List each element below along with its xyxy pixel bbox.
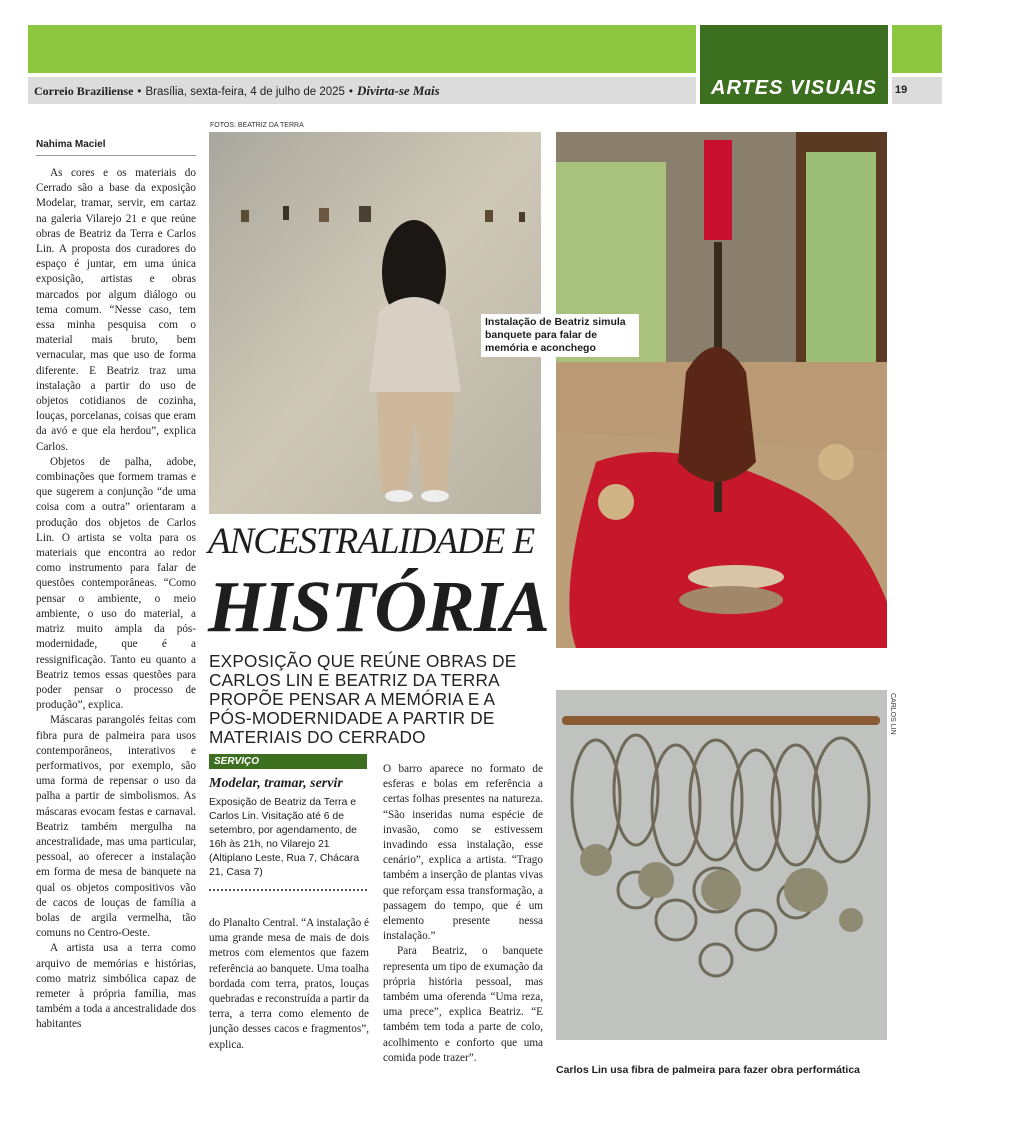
article-column-1 — [36, 166, 196, 1081]
article-subtitle: EXPOSIÇÃO QUE REÚNE OBRAS DE CARLOS LIN E BEATRIZ DA TERRA PROPÕE PENSAR A MEMÓRIA E A PÓS-MODERNIDADE A PARTIR DE MATERIAIS DO CERRADO — [209, 651, 517, 747]
author-byline: Nahima Maciel — [36, 139, 106, 150]
paragraph: A artista usa a terra como arquivo de memórias e histórias, como matriz simbólica capaz de remeter à própria família, mas também a toda a ancestralidade dos habitantes — [36, 942, 196, 1031]
photo-banquet-installation — [556, 132, 887, 648]
paragraph: O barro aparece no formato de esferas e bolas em referência a certas folhas presentes na natureza. “São inseridas numa espécie de invasão, como se estivessem invadindo essa instalação, esse cenário”, explica a artista. “Trago também a inserção de plantas vivas que reforçam essa transformação, a passagem do tempo, que é um elemento presente nessa instalação.” — [383, 763, 543, 943]
photo-credit-side: CARLOS LIN — [889, 693, 896, 735]
photo-caption-installation: Instalação de Beatriz simula banquete para falar de memória e aconchego — [481, 314, 639, 357]
paper-name: Correio Braziliense — [34, 84, 134, 98]
section-label: ARTES VISUAIS — [711, 77, 877, 99]
photo-carlos-lin-artwork — [556, 690, 887, 1040]
servico-label: SERVIÇO — [209, 754, 367, 769]
page-number: 19 — [895, 84, 908, 96]
byline-rule — [36, 155, 196, 156]
paragraph: Objetos de palha, adobe, combinações que formem tramas e que sugerem a conjunção “de uma coisa com a outra” orientaram a produção dos objetos de Carlos Lin. O artista se volta para os materiais que encontra ao redor como instrumento para falar de questões contemporâneas. “Como pensar o ambiente, o meio ambiente, o uso do material, a matriz muito ampla da pós-modernidade, que é a ressignificação. Tanto eu quanto a Beatriz temos essas questões para poder pensar o processo de produção”, explica. — [36, 455, 196, 712]
header-green-bar-right — [892, 25, 942, 73]
headline-line-2: HISTÓRIA — [208, 566, 549, 647]
header-green-bar — [28, 25, 696, 73]
headline-line-1: ANCESTRALIDADE E — [208, 521, 535, 562]
article-column-3 — [383, 762, 543, 1082]
servico-divider — [209, 889, 367, 891]
paragraph: do Planalto Central. “A instalação é uma grande mesa de mais de dois metros com elementos que fazem referência ao banquete. Uma toalha bordada com terra, pratos, louças quebradas e reconstruída a partir da terra, a terra como elemento de junção desses cacos e fragmentos”, explica. — [209, 917, 369, 1051]
servico-body: Exposição de Beatriz da Terra e Carlos Lin. Visitação até 6 de setembro, por agendamento, de 16h às 21h, no Vilarejo 21 (Altiplano Leste, Rua 7, Chácara 21, Casa 7) — [209, 797, 360, 878]
servico-title: Modelar, tramar, servir — [209, 776, 343, 791]
article-column-2 — [209, 916, 369, 1081]
paragraph: Máscaras parangolés feitas com fibra pura de palmeira para usos contemporâneos, interativos e performativos, por exemplo, são uma forma de repensar o uso da palha a partir de simbolismos. As máscaras evocam festas e carnaval. Beatriz também mergulha na ancestralidade, mas uma particular, pessoal, ao oferecer a instalação em forma de mesa de banquete na qual os objetos compositivos vão de cacos de louças de família a bolas de argila vermelha, tão comuns no Centro-Oeste. — [36, 714, 196, 940]
dateline: Correio Braziliense • Brasília, sexta-feira, 4 de julho de 2025 • Divirta-se Mais — [34, 83, 440, 98]
photo-banquet-image — [556, 132, 887, 648]
date-text: Brasília, sexta-feira, 4 de julho de 2025 — [145, 86, 345, 98]
edition-name: Divirta-se Mais — [356, 83, 440, 98]
photo-credit: FOTOS: BEATRIZ DA TERRA — [210, 122, 304, 129]
photo-palm-fiber-image — [556, 690, 887, 1040]
paragraph: As cores e os materiais do Cerrado são a base da exposição Modelar, tramar, servir, em cartaz na galeria Vilarejo 21 e que reúne obras de Beatriz da Terra e Carlos Lin. A proposta dos curadores do espaço é juntar, em uma única exposição, artistas e obras marcados por algum diálogo ou tema comum. “Nesse caso, tem essa minha pesquisa com o material mais bruto, bem vernacular, mas que uso de forma diferente. E Beatriz traz uma instalação a partir do uso de objetos cotidianos de cozinha, louças, porcelanas, coisas que eram da avó e que ela herdou”, explica Carlos. — [36, 167, 196, 453]
photo-caption-carlos: Carlos Lin usa fibra de palmeira para fazer obra performática — [556, 1064, 861, 1076]
paragraph: Para Beatriz, o banquete representa um tipo de exumação da própria história pessoal, mas também uma oferenda “Uma reza, uma prece”, explica Beatriz. “E também tem toda a parte de colo, acolhimento e conforto que uma comida pode trazer”. — [383, 945, 543, 1064]
